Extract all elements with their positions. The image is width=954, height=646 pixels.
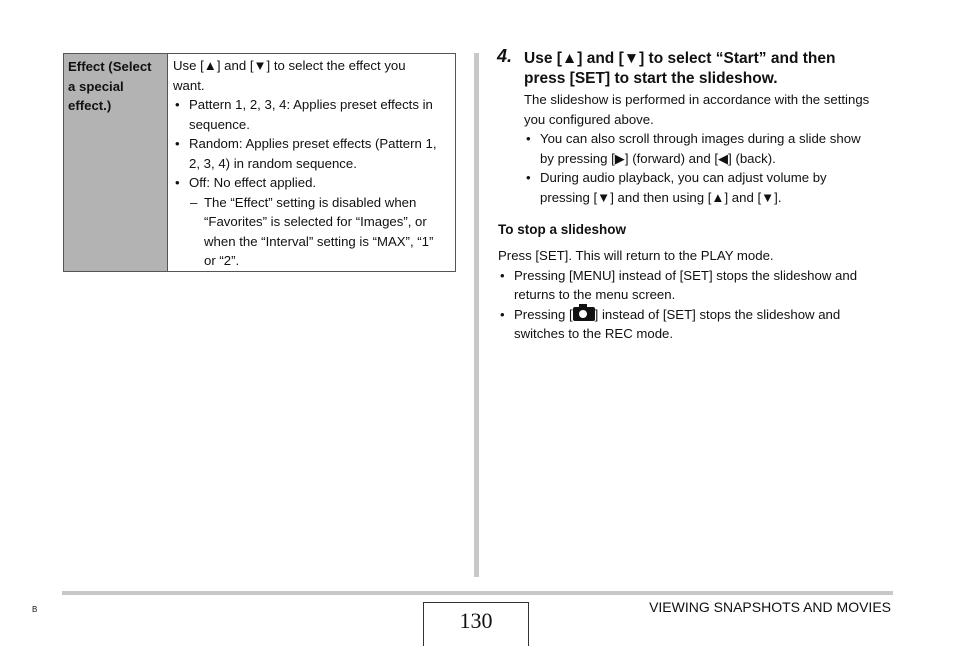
item-line: switches to the REC mode. xyxy=(514,326,674,341)
stop-section-body xyxy=(498,246,898,344)
header-line: a special xyxy=(68,78,124,94)
effect-table xyxy=(63,53,456,272)
item-line: by pressing [▶] (forward) and [◀] (back). xyxy=(540,150,776,166)
list-item xyxy=(524,129,904,168)
section-heading: To stop a slideshow xyxy=(498,222,627,237)
effect-table-body xyxy=(168,54,455,271)
item-line xyxy=(514,305,898,325)
title-line: press [SET] to start the slideshow. xyxy=(524,70,778,87)
note-item xyxy=(173,193,449,271)
intro-line: want. xyxy=(173,77,205,93)
body-line: you configured above. xyxy=(524,111,654,127)
item-line: • Pressing [MENU] instead of [SET] stops the slideshow and xyxy=(514,267,858,283)
item-line: sequence. xyxy=(189,116,250,132)
footer-rule xyxy=(62,591,893,595)
note-line: or “2”. xyxy=(204,253,240,268)
item-line: • During audio playback, you can adjust volume by xyxy=(540,170,827,185)
item-line: pressing [▼] and then using [▲] and [▼]. xyxy=(540,189,782,205)
item-line: returns to the menu screen. xyxy=(514,287,676,302)
intro-line: Use [▲] and [▼] to select the effect you xyxy=(173,58,406,73)
column-divider xyxy=(474,53,479,577)
item-line: • Pattern 1, 2, 3, 4: Applies preset effects in xyxy=(189,97,433,112)
text-part: ] instead of [SET] stops the slideshow and xyxy=(594,306,841,322)
item-line: 2, 3, 4) in random sequence. xyxy=(189,155,357,171)
note-line: “Favorites” is selected for “Images”, or xyxy=(204,214,427,229)
page-number: 130 xyxy=(423,602,529,646)
text-part: Pressing [ xyxy=(514,306,573,322)
list-item xyxy=(498,266,898,305)
header-line: Effect (Select xyxy=(68,59,152,74)
step-title xyxy=(524,49,919,89)
effect-table-header xyxy=(64,54,168,271)
item-line: • Off: No effect applied. xyxy=(189,175,317,190)
chapter-title: VIEWING SNAPSHOTS AND MOVIES xyxy=(649,599,891,615)
step-body xyxy=(524,90,904,207)
list-item xyxy=(173,173,449,193)
list-item xyxy=(173,95,449,134)
camera-icon xyxy=(573,307,595,321)
title-line: Use [▲] and [▼] to select “Start” and then xyxy=(524,50,836,67)
item-line: • You can also scroll through images during a slide show xyxy=(540,131,861,146)
item-line: • Random: Applies preset effects (Pattern 1, xyxy=(189,136,437,151)
body-line: The slideshow is performed in accordance with the settings xyxy=(524,92,870,107)
corner-mark: B xyxy=(32,605,38,614)
list-item xyxy=(173,134,449,173)
list-item xyxy=(524,168,904,207)
body-line: Press [SET]. This will return to the PLAY mode. xyxy=(498,248,774,263)
list-item xyxy=(498,305,898,344)
step-number: 4. xyxy=(497,46,513,66)
note-line: – The “Effect” setting is disabled when xyxy=(204,194,417,210)
header-line: effect.) xyxy=(68,98,112,113)
note-line: when the “Interval” setting is “MAX”, “1” xyxy=(204,233,434,249)
